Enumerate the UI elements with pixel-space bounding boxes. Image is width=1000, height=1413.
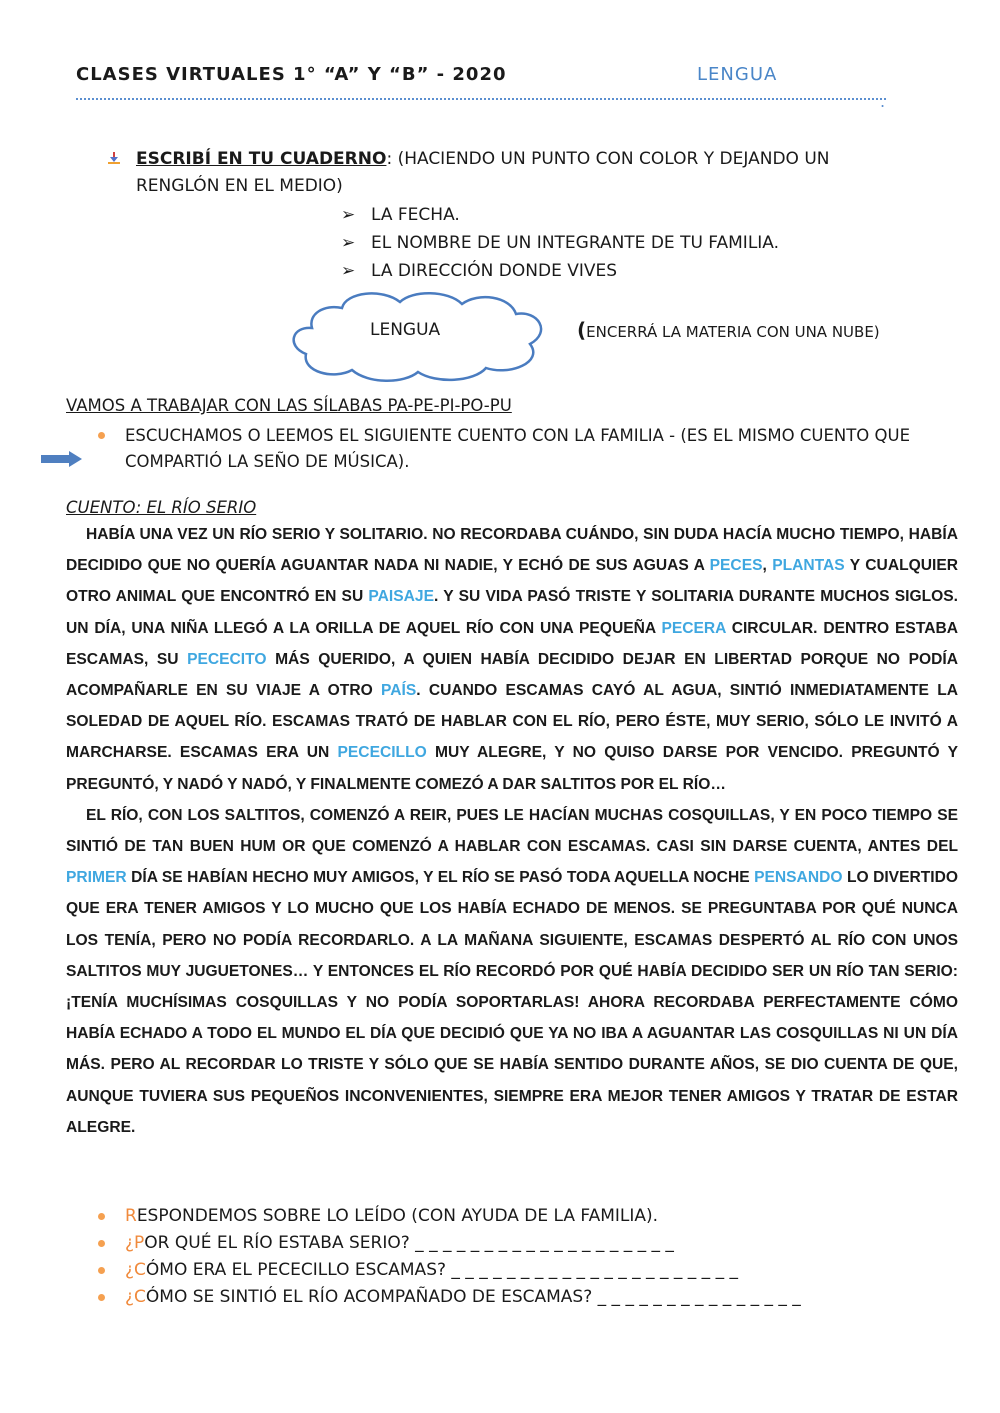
question-item: RESPONDEMOS SOBRE LO LEÍDO (CON AYUDA DE LA FAMILIA). — [125, 1206, 659, 1226]
list-item: ➢ EL NOMBRE DE UN INTEGRANTE DE TU FAMILIA. — [341, 229, 779, 257]
question-item: ¿CÓMO SE SINTIÓ EL RÍO ACOMPAÑADO DE ESCAMAS? _ _ _ _ _ _ _ _ _ _ _ _ _ _ _ — [125, 1287, 801, 1307]
highlight-word: PENSANDO — [754, 869, 843, 887]
story-title: CUENTO: EL RÍO SERIO — [66, 498, 257, 517]
bullet-dot — [98, 1294, 105, 1301]
bullet-dot — [98, 432, 105, 439]
bullet-dot — [98, 1213, 105, 1220]
dotted-divider — [76, 98, 886, 100]
section-title: VAMOS A TRABAJAR CON LAS SÍLABAS PA-PE-PI-PO-PU — [66, 396, 512, 415]
instruction-lead: ESCRIBÍ EN TU CUADERNO — [136, 149, 387, 169]
highlight-word: PECES — [709, 557, 763, 575]
question-item: ¿CÓMO ERA EL PECECILLO ESCAMAS? _ _ _ _ _ _ _ _ _ _ _ _ _ _ _ _ _ _ _ _ _ — [125, 1260, 738, 1280]
highlight-word: PECECITO — [187, 650, 267, 668]
subject-label: LENGUA — [697, 64, 778, 85]
question-item: ¿POR QUÉ EL RÍO ESTABA SERIO? _ _ _ _ _ _ _ _ _ _ _ _ _ _ _ _ _ _ _ — [125, 1233, 674, 1253]
story-paragraph-2: EL RÍO, CON LOS SALTITOS, COMENZÓ A REIR, PUES LE HACÍAN MUCHAS COSQUILLAS, Y EN POCO TIEMPO SE SINTIÓ DE TAN BUEN HUM OR QUE COMENZÓ A HABLAR CON ESCAMAS. CASI SIN DARSE CUENTA, ANTES DEL PRIMER DÍA SE HABÍAN HECHO MUY AMIGOS, Y EL RÍO SE PASÓ TODA AQUELLA NOCHE PENSANDO LO DIVERTIDO QUE ERA TENER AMIGOS Y LO MUCHO QUE LOS HABÍA ECHADO DE MENOS. SE PREGUNTABA POR QUÉ NUNCA LOS TENÍA, PERO NO PODÍA RECORDARLO. A LA MAÑANA SIGUIENTE, ESCAMAS DESPERTÓ AL RÍO CON UNOS SALTITOS MUY JUGUETONES… Y ENTONCES EL RÍO RECORDÓ POR QUÉ HABÍA DECIDIDO SER UN RÍO TAN SERIO: ¡TENÍA MUCHÍSIMAS COSQUILLAS Y NO PODÍA SOPORTARLAS! AHORA RECORDABA PERFECTAMENTE CÓMO HABÍA ECHADO A TODO EL MUNDO EL DÍA QUE DECIDIÓ QUE YA NO IBA A AGUANTAR LAS COSQUILLAS NI UN DÍA MÁS. PERO AL RECORDAR LO TRISTE Y SÓLO QUE SE HABÍA SENTIDO DURANTE AÑOS, SE DIO CUENTA DE QUE, AUNQUE TUVIERA SUS PEQUEÑOS INCONVENIENTES, SIEMPRE ERA MEJOR TENER AMIGOS Y TRATAR DE ESTAR ALEGRE. — [66, 806, 958, 1136]
instruction-list — [341, 201, 779, 285]
page-title: CLASES VIRTUALES 1° “A” Y “B” - 2020 — [76, 64, 507, 85]
notebook-instruction — [136, 146, 876, 200]
highlight-word: PRIMER — [66, 869, 127, 887]
cloud-label: LENGUA — [370, 320, 441, 340]
highlight-word: PLANTAS — [772, 557, 845, 575]
story-paragraph-1: HABÍA UNA VEZ UN RÍO SERIO Y SOLITARIO. NO RECORDABA CUÁNDO, SIN DUDA HACÍA MUCHO TIEMPO, HABÍA DECIDIDO QUE NO QUERÍA AGUANTAR NADA NI NADIE, Y ECHÓ DE SUS AGUAS A PECES, PLANTAS Y CUALQUIER OTRO ANIMAL QUE ENCONTRÓ EN SU PAISAJE. Y SU VIDA PASÓ TRISTE Y SOLITARIA DURANTE MUCHOS SIGLOS. UN DÍA, UNA NIÑA LLEGÓ A LA ORILLA DE AQUEL RÍO CON UNA PEQUEÑA PECERA CIRCULAR. DENTRO ESTABA ESCAMAS, SU PECECITO MÁS QUERIDO, A QUIEN HABÍA DECIDIDO DEJAR EN LIBERTAD PORQUE NO PODÍA ACOMPAÑARLE EN SU VIAJE A OTRO PAÍS. CUANDO ESCAMAS CAYÓ AL AGUA, SINTIÓ INMEDIATAMENTE LA SOLEDAD DE AQUEL RÍO. ESCAMAS TRATÓ DE HABLAR CON EL RÍO, PERO ÉSTE, MUY SERIO, SÓLO LE INVITÓ A MARCHARSE. ESCAMAS ERA UN PECECILLO MUY ALEGRE, Y NO QUISO DARSE POR VENCIDO. PREGUNTÓ Y PREGUNTÓ, Y NADÓ Y NADÓ, Y FINALMENTE COMEZÓ A DAR SALTITOS POR EL RÍO… — [66, 526, 958, 793]
listen-instruction: ESCUCHAMOS O LEEMOS EL SIGUIENTE CUENTO CON LA FAMILIA - (ES EL MISMO CUENTO QUE COMPARTIÓ LA SEÑO DE MÚSICA). — [125, 426, 911, 471]
cloud-note: (ENCERRÁ LA MATERIA CON UNA NUBE) — [577, 318, 880, 342]
arrow-bullet-icon — [106, 150, 122, 166]
highlight-word: PAÍS — [381, 682, 417, 700]
list-item: ➢ LA FECHA. — [341, 201, 779, 229]
list-item: ➢ LA DIRECCIÓN DONDE VIVES — [341, 257, 779, 285]
highlight-word: PAISAJE — [368, 588, 434, 606]
highlight-word: PECECILLO — [337, 744, 427, 762]
right-arrow-icon — [41, 450, 83, 468]
story-text — [66, 519, 958, 1143]
arrowhead-icon: ➢ — [341, 261, 356, 281]
instruction-text: : (HACIENDO UN PUNTO CON COLOR Y DEJANDO UN RENGLÓN EN EL MEDIO) — [136, 149, 830, 196]
bullet-dot — [98, 1267, 105, 1274]
arrowhead-icon: ➢ — [341, 233, 356, 253]
highlight-word: PECERA — [661, 619, 726, 637]
divider-end-dot: . — [880, 92, 886, 111]
arrowhead-icon: ➢ — [341, 205, 356, 225]
bullet-dot — [98, 1240, 105, 1247]
question-list — [125, 1203, 801, 1311]
